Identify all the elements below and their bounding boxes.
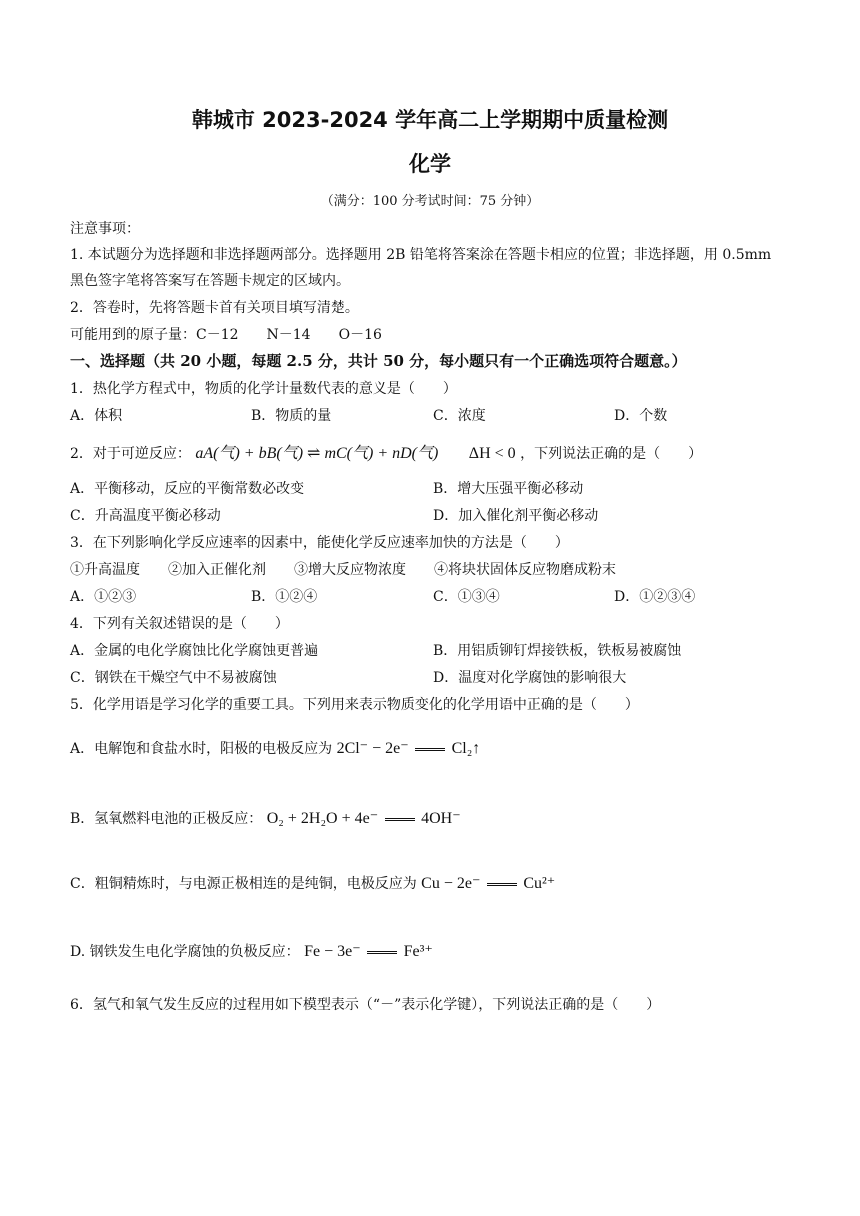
q5-a-text: A．电解饱和食盐水时，阳极的电极反应为 [70,741,333,757]
q5-a-rhs: Cl₂↑ [451,740,481,757]
q2-suffix: ，下列说法正确的是（ ） [520,446,703,462]
q4-stem: 4．下列有关叙述错误的是（ ） [70,616,289,632]
q5-d-text: D. 钢铁发生电化学腐蚀的负极反应： [70,944,300,960]
q5-b-text: B．氢氧燃料电池的正极反应： [70,811,263,827]
q5-b-rhs: 4OH⁻ [421,810,461,827]
q2-option-a: A．平衡移动，反应的平衡常数必改变 [70,481,305,497]
q5-b-lhs: O₂ + 2H₂O + 4e⁻ [266,810,379,827]
q5-d-rhs: Fe³⁺ [403,943,433,960]
notes-heading: 注意事项： [70,221,140,237]
q4-option-b: B．用铝质铆钉焊接铁板，铁板易被腐蚀 [433,643,682,659]
q6-stem: 6．氢气和氧气发生反应的过程用如下模型表示（“－”表示化学键），下列说法正确的是（ ） [70,997,661,1013]
equals-sign-icon [385,818,415,821]
q5-c-text: C．粗铜精炼时，与电源正极相连的是纯铜，电极反应为 [70,876,417,892]
note-1-line-1: 1. 本试题分为选择题和非选择题两部分。选择题用 2B 铅笔将答案涂在答题卡相应的位置；非选择题，用 0.5mm [70,247,772,263]
q5-option-c [70,873,555,893]
atomic-masses: 可能用到的原子量：C－12 N－14 O－16 [70,327,382,343]
q1-option-b: B．物质的量 [251,408,332,424]
equals-sign-icon [487,883,517,886]
q4-option-d: D．温度对化学腐蚀的影响很大 [433,670,627,686]
q4-option-c: C．钢铁在干燥空气中不易被腐蚀 [70,670,277,686]
q2-option-d: D．加入催化剂平衡必移动 [433,508,599,524]
q2-option-c: C．升高温度平衡必移动 [70,508,221,524]
exam-title: 韩城市 2023-2024 学年高二上学期期中质量检测 [191,108,669,132]
q2-option-b: B．增大压强平衡必移动 [433,481,584,497]
q5-option-a [70,738,480,758]
equals-sign-icon [415,748,445,751]
q5-stem: 5．化学用语是学习化学的重要工具。下列用来表示物质变化的化学用语中正确的是（ ） [70,697,639,713]
q3-stem: 3．在下列影响化学反应速率的因素中，能使化学反应速率加快的方法是（ ） [70,535,569,551]
q2-stem [70,440,702,463]
q3-items: ①升高温度 ②加入正催化剂 ③增大反应物浓度 ④将块状固体反应物磨成粉末 [70,562,616,578]
q1-stem: 1．热化学方程式中，物质的化学计量数代表的意义是（ ） [70,381,457,397]
q5-a-lhs: 2Cl⁻ − 2e⁻ [336,740,409,757]
q5-option-d [70,941,433,961]
exam-subject: 化学 [409,152,451,176]
note-1-line-2: 黑色签字笔将答案写在答题卡规定的区域内。 [70,273,350,289]
q2-prefix: 2．对于可逆反应： [70,446,191,462]
q5-c-rhs: Cu²⁺ [523,875,556,892]
section-1-title: 一、选择题（共 20 小题，每题 2.5 分，共计 50 分，每小题只有一个正确选项符合题意。） [70,352,687,370]
q2-delta-h: ΔH < 0 [468,445,516,462]
q3-option-a: A．①②③ [70,589,137,605]
q4-option-a: A．金属的电化学腐蚀比化学腐蚀更普遍 [70,643,319,659]
q1-option-c: C．浓度 [433,408,486,424]
q3-option-c: C．①③④ [433,589,500,605]
q5-d-lhs: Fe − 3e⁻ [304,943,361,960]
q1-option-a: A．体积 [70,408,123,424]
q2-equation: aA(气) + bB(气) ⇌ mC(气) + nD(气) [195,445,439,462]
q1-option-d: D．个数 [614,408,668,424]
exam-info: （满分：100 分考试时间：75 分钟） [320,194,540,209]
q5-c-lhs: Cu − 2e⁻ [421,875,481,892]
q5-option-b [70,808,461,828]
note-2: 2．答卷时，先将答题卡首有关项目填写清楚。 [70,300,359,316]
q3-option-b: B．①②④ [251,589,318,605]
q3-option-d: D．①②③④ [614,589,696,605]
equals-sign-icon [367,951,397,954]
